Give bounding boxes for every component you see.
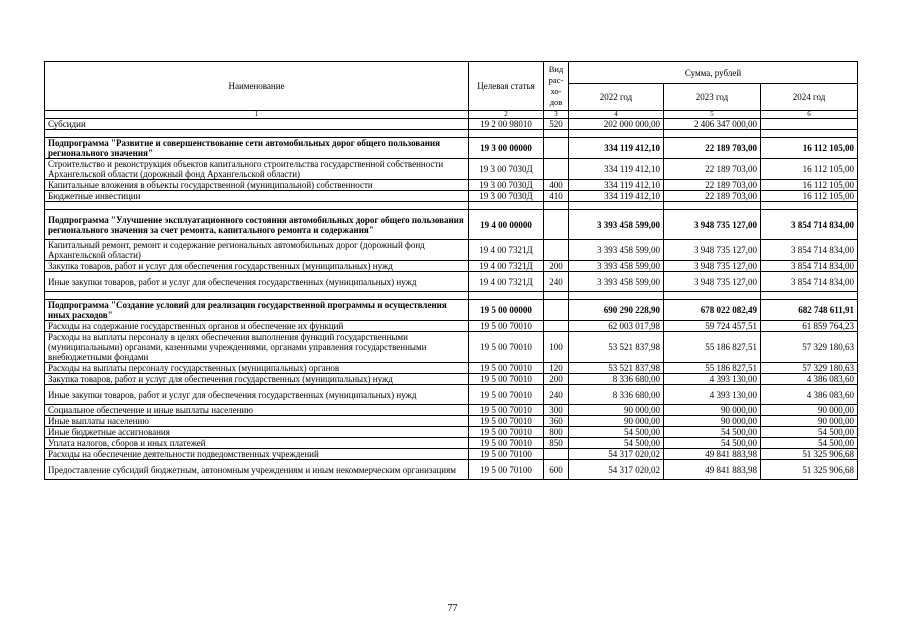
code-cell: 19 5 00 70010 [469,321,544,332]
value-2022-cell: 62 003 017,98 [569,321,664,332]
code-cell: 19 5 00 70010 [469,332,544,363]
table-row [45,191,858,202]
value-2023-cell: 55 186 827,51 [664,363,761,374]
value-2022-cell: 3 393 458 599,00 [569,261,664,272]
table-row [45,240,858,261]
value-2022-cell: 53 521 837,98 [569,332,664,363]
type-cell [544,321,569,332]
name-cell: Бюджетные инвестиции [45,191,469,202]
value-2022-cell: 8 336 680,00 [569,385,664,405]
name-cell: Строительство и реконструкция объектов капитального строительства государственной собственности Архангельской области (дорожный фонд Архангельской области) [45,159,469,180]
spacer-row [45,292,858,300]
value-2022-cell: 54 317 020,02 [569,449,664,460]
header-year-2023: 2023 год [664,84,761,111]
value-2024-cell: 4 386 083,60 [761,374,858,385]
value-2023-cell: 4 393 130,00 [664,385,761,405]
value-2022-cell: 690 290 228,90 [569,300,664,321]
value-2023-cell: 2 406 347 000,00 [664,119,761,130]
name-cell: Иные выплаты населению [45,416,469,427]
value-2023-cell: 22 189 703,00 [664,159,761,180]
code-cell: 19 2 00 98010 [469,119,544,130]
empty-cell [45,130,469,138]
name-cell: Подпрограмма "Развитие и совершенствование сети автомобильных дорог общего пользования регионального значения" [45,138,469,159]
code-cell: 19 5 00 70010 [469,405,544,416]
table-row [45,332,858,363]
type-cell: 240 [544,272,569,292]
spacer-row [45,130,858,138]
header-year-2022: 2022 год [569,84,664,111]
empty-cell [664,202,761,210]
code-cell: 19 4 00 7321Д [469,261,544,272]
col-number-3: 3 [544,111,569,119]
table-row [45,374,858,385]
name-cell: Капитальные вложения в объекты государственной (муниципальной) собственности [45,180,469,191]
value-2024-cell: 54 500,00 [761,427,858,438]
empty-cell [569,130,664,138]
value-2023-cell: 90 000,00 [664,416,761,427]
value-2023-cell: 4 393 130,00 [664,374,761,385]
col-number-5: 5 [664,111,761,119]
header-target-article: Целевая статья [469,62,544,111]
type-cell: 360 [544,416,569,427]
type-cell [544,240,569,261]
code-cell: 19 5 00 70010 [469,427,544,438]
value-2023-cell: 54 500,00 [664,438,761,449]
value-2023-cell: 3 948 735 127,00 [664,272,761,292]
name-cell: Расходы на обеспечение деятельности подведомственных учреждений [45,449,469,460]
name-cell: Иные закупки товаров, работ и услуг для обеспечения государственных (муниципальных) нужд [45,272,469,292]
name-cell: Закупка товаров, работ и услуг для обеспечения государственных (муниципальных) нужд [45,374,469,385]
value-2022-cell: 54 500,00 [569,427,664,438]
name-cell: Субсидии [45,119,469,130]
name-cell: Расходы на выплаты персоналу государственных (муниципальных) органов [45,363,469,374]
empty-cell [469,292,544,300]
type-cell: 600 [544,460,569,480]
value-2024-cell: 3 854 714 834,00 [761,272,858,292]
code-cell: 19 5 00 00000 [469,300,544,321]
value-2023-cell: 90 000,00 [664,405,761,416]
col-number-1: 1 [45,111,469,119]
type-cell [544,138,569,159]
code-cell: 19 5 00 70100 [469,449,544,460]
table-row [45,363,858,374]
empty-cell [544,292,569,300]
empty-cell [761,292,858,300]
value-2024-cell: 51 325 906,68 [761,449,858,460]
table-row [45,159,858,180]
header-name: Наименование [45,62,469,111]
value-2024-cell: 3 854 714 834,00 [761,240,858,261]
header-year-2024: 2024 год [761,84,858,111]
value-2023-cell: 54 500,00 [664,427,761,438]
value-2023-cell: 678 022 082,49 [664,300,761,321]
value-2023-cell: 49 841 883,98 [664,449,761,460]
subprogram-row [45,138,858,159]
type-cell [544,159,569,180]
empty-cell [664,292,761,300]
table-row [45,405,858,416]
table-row [45,385,858,405]
type-cell: 200 [544,374,569,385]
table-row [45,460,858,480]
code-cell: 19 4 00 00000 [469,210,544,240]
col-number-2: 2 [469,111,544,119]
code-cell: 19 4 00 7321Д [469,272,544,292]
empty-cell [544,130,569,138]
value-2022-cell: 54 317 020,02 [569,460,664,480]
code-cell: 19 3 00 7030Д [469,180,544,191]
code-cell: 19 5 00 70100 [469,460,544,480]
value-2022-cell: 334 119 412,10 [569,159,664,180]
type-cell: 800 [544,427,569,438]
type-cell: 520 [544,119,569,130]
value-2024-cell: 61 859 764,23 [761,321,858,332]
value-2024-cell [761,119,858,130]
value-2023-cell: 3 948 735 127,00 [664,240,761,261]
type-cell: 240 [544,385,569,405]
code-cell: 19 5 00 70010 [469,438,544,449]
subprogram-row [45,210,858,240]
value-2024-cell: 16 112 105,00 [761,180,858,191]
empty-cell [664,130,761,138]
table-row [45,272,858,292]
empty-cell [469,202,544,210]
code-cell: 19 3 00 7030Д [469,191,544,202]
col-number-6: 6 [761,111,858,119]
type-cell: 120 [544,363,569,374]
value-2022-cell: 202 000 000,00 [569,119,664,130]
subprogram-row [45,300,858,321]
value-2024-cell: 57 329 180,63 [761,332,858,363]
type-cell: 100 [544,332,569,363]
table-row [45,119,858,130]
code-cell: 19 3 00 00000 [469,138,544,159]
name-cell: Иные бюджетные ассигнования [45,427,469,438]
value-2023-cell: 22 189 703,00 [664,191,761,202]
value-2023-cell: 3 948 735 127,00 [664,261,761,272]
budget-table [44,61,858,480]
value-2024-cell: 4 386 083,60 [761,385,858,405]
value-2023-cell: 49 841 883,98 [664,460,761,480]
value-2023-cell: 3 948 735 127,00 [664,210,761,240]
empty-cell [45,292,469,300]
value-2022-cell: 3 393 458 599,00 [569,240,664,261]
table-row [45,416,858,427]
value-2024-cell: 16 112 105,00 [761,159,858,180]
type-cell [544,300,569,321]
name-cell: Подпрограмма "Улучшение эксплуатационного состояния автомобильных дорог общего пользования регионального значения за счет ремонта, капитального ремонта и содержания" [45,210,469,240]
name-cell: Социальное обеспечение и иные выплаты населению [45,405,469,416]
empty-cell [569,202,664,210]
value-2022-cell: 334 119 412,10 [569,138,664,159]
value-2023-cell: 22 189 703,00 [664,138,761,159]
spacer-row [45,202,858,210]
name-cell: Иные закупки товаров, работ и услуг для обеспечения государственных (муниципальных) нужд [45,385,469,405]
name-cell: Закупка товаров, работ и услуг для обеспечения государственных (муниципальных) нужд [45,261,469,272]
value-2022-cell: 334 119 412,10 [569,180,664,191]
empty-cell [569,292,664,300]
empty-cell [761,130,858,138]
type-cell [544,449,569,460]
code-cell: 19 5 00 70010 [469,416,544,427]
value-2024-cell: 57 329 180,63 [761,363,858,374]
header-sum-title: Сумма, рублей [569,62,858,84]
empty-cell [544,202,569,210]
header-expense-type: Вид рас-хо-дов [544,62,569,111]
code-cell: 19 3 00 7030Д [469,159,544,180]
code-cell: 19 5 00 70010 [469,363,544,374]
table-row [45,438,858,449]
value-2023-cell: 22 189 703,00 [664,180,761,191]
type-cell: 300 [544,405,569,416]
value-2022-cell: 8 336 680,00 [569,374,664,385]
empty-cell [45,202,469,210]
value-2022-cell: 90 000,00 [569,405,664,416]
value-2024-cell: 90 000,00 [761,405,858,416]
name-cell: Капитальный ремонт, ремонт и содержание региональных автомобильных дорог (дорожный фонд Архангельской области) [45,240,469,261]
value-2024-cell: 90 000,00 [761,416,858,427]
type-cell: 850 [544,438,569,449]
value-2022-cell: 54 500,00 [569,438,664,449]
type-cell: 410 [544,191,569,202]
type-cell: 200 [544,261,569,272]
code-cell: 19 4 00 7321Д [469,240,544,261]
value-2022-cell: 3 393 458 599,00 [569,272,664,292]
table-row [45,449,858,460]
value-2023-cell: 55 186 827,51 [664,332,761,363]
value-2024-cell: 3 854 714 834,00 [761,210,858,240]
value-2024-cell: 16 112 105,00 [761,191,858,202]
table-row [45,427,858,438]
value-2024-cell: 3 854 714 834,00 [761,261,858,272]
empty-cell [469,130,544,138]
value-2024-cell: 54 500,00 [761,438,858,449]
value-2022-cell: 90 000,00 [569,416,664,427]
code-cell: 19 5 00 70010 [469,374,544,385]
value-2023-cell: 59 724 457,51 [664,321,761,332]
value-2022-cell: 53 521 837,98 [569,363,664,374]
name-cell: Подпрограмма "Создание условий для реализации государственной программы и осуществления иных расходов" [45,300,469,321]
value-2024-cell: 16 112 105,00 [761,138,858,159]
value-2024-cell: 682 748 611,91 [761,300,858,321]
table-row [45,180,858,191]
page-number: 77 [447,603,458,614]
name-cell: Уплата налогов, сборов и иных платежей [45,438,469,449]
empty-cell [761,202,858,210]
value-2022-cell: 334 119 412,10 [569,191,664,202]
table-row [45,261,858,272]
value-2024-cell: 51 325 906,68 [761,460,858,480]
value-2022-cell: 3 393 458 599,00 [569,210,664,240]
name-cell: Предоставление субсидий бюджетным, автономным учреждениям и иным некоммерческим организациям [45,460,469,480]
col-number-4: 4 [569,111,664,119]
type-cell [544,210,569,240]
type-cell: 400 [544,180,569,191]
code-cell: 19 5 00 70010 [469,385,544,405]
table-row [45,321,858,332]
name-cell: Расходы на выплаты персоналу в целях обеспечения выполнения функций государственными (муниципальными) органами, казенными учреждениями, органами управления государственными внебюджетными фондами [45,332,469,363]
name-cell: Расходы на содержание государственных органов и обеспечение их функций [45,321,469,332]
